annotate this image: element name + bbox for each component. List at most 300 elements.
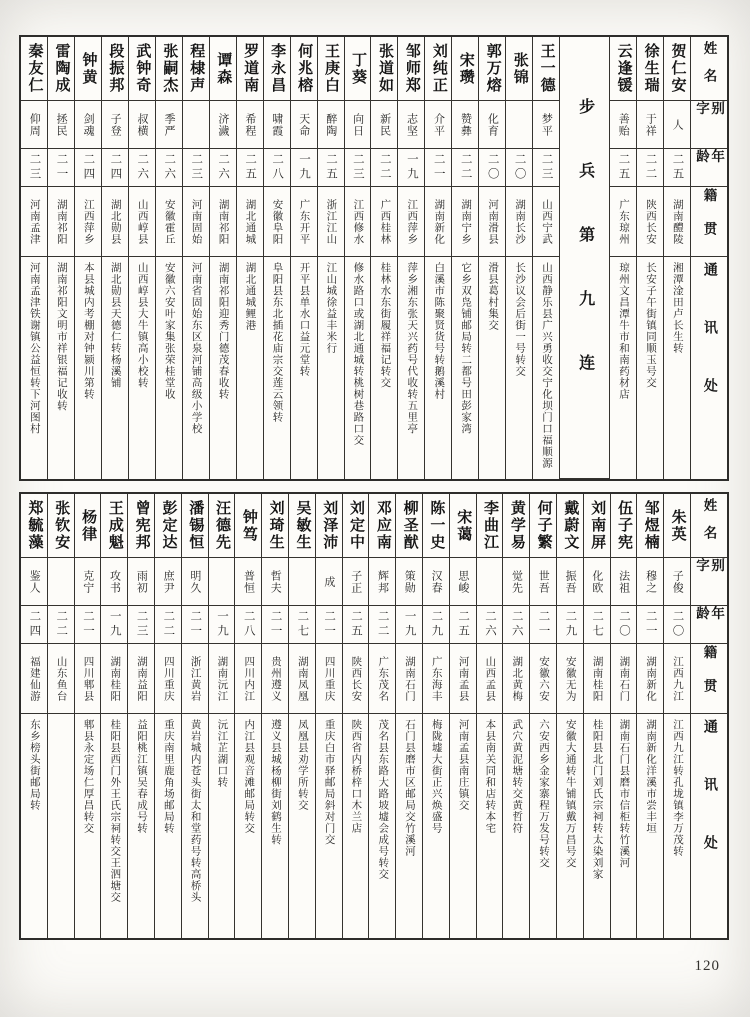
person-age-cell	[237, 149, 263, 187]
person-address-cell-text: 滑县葛村集交	[487, 262, 499, 331]
person-name-cell	[637, 494, 663, 558]
person-name-cell	[210, 37, 236, 101]
person-column	[155, 494, 182, 938]
person-age-cell	[264, 149, 290, 187]
person-origin-cell	[503, 644, 529, 714]
person-address-cell	[75, 257, 101, 479]
person-address-cell	[343, 714, 369, 938]
person-age-cell	[369, 606, 395, 644]
person-zi-cell	[503, 558, 529, 606]
person-address-cell	[637, 257, 663, 479]
person-zi-cell-text: 穆之	[644, 569, 657, 594]
person-name-cell	[21, 494, 47, 558]
person-age-cell-text: 二二	[644, 153, 657, 182]
person-address-cell-text: 湖南石门县磨市信柜转竹溪河	[618, 719, 630, 869]
person-name-cell	[102, 37, 128, 101]
person-name-cell-text: 刘纯正	[430, 43, 447, 94]
person-column	[156, 37, 183, 479]
person-name-cell-text: 徐生瑞	[642, 43, 659, 94]
person-origin-cell	[48, 644, 74, 714]
person-zi-cell	[289, 558, 315, 606]
person-origin-cell-text: 陕西长安	[644, 198, 656, 245]
person-name-cell-text: 钟笃	[240, 508, 257, 543]
person-name-cell-text: 吴敏生	[294, 500, 311, 551]
person-age-cell	[664, 149, 690, 187]
person-age-cell	[637, 149, 663, 187]
person-age-cell-text: 二一	[189, 610, 202, 639]
person-name-cell	[610, 37, 636, 101]
person-age-cell-text: 二〇	[671, 610, 684, 639]
person-name-cell-text: 戴蔚文	[562, 500, 579, 551]
person-address-cell	[316, 714, 342, 938]
person-zi-cell	[75, 558, 101, 606]
person-zi-cell-text: 化育	[486, 112, 499, 137]
person-age-cell-text: 二三	[351, 153, 364, 182]
person-name-cell	[316, 494, 342, 558]
roster-table-top	[19, 35, 729, 481]
person-zi-cell-text: 世吾	[537, 569, 550, 594]
person-address-cell-text: 湖南祁阳文明市祥银福记收转	[55, 262, 67, 412]
person-name-cell	[584, 494, 610, 558]
person-address-cell-text: 萍乡湘东张天兴药号代收转五里亭	[406, 262, 418, 435]
person-age-cell-text: 二五	[324, 153, 337, 182]
person-address-cell	[48, 714, 74, 938]
header-origin-text: 籍贯	[701, 645, 717, 712]
person-origin-cell	[396, 644, 422, 714]
person-origin-cell-text: 湖北勋县	[109, 198, 121, 245]
person-origin-cell-text: 湖南新化	[645, 655, 657, 702]
person-age-cell	[48, 149, 74, 187]
person-zi-cell	[423, 558, 449, 606]
person-zi-cell	[182, 558, 208, 606]
person-origin-cell-text: 陕西长安	[350, 655, 362, 702]
person-origin-cell-text: 安徽阜阳	[271, 198, 283, 245]
person-origin-cell	[452, 187, 478, 257]
person-column	[664, 494, 691, 938]
person-zi-cell	[664, 101, 690, 149]
person-address-cell	[637, 714, 663, 938]
person-address-cell	[398, 257, 424, 479]
person-name-cell	[235, 494, 261, 558]
person-age-cell	[183, 149, 209, 187]
person-zi-cell-text: 子俊	[671, 569, 684, 594]
person-address-cell-text: 琼州文昌潭牛市和南药材店	[617, 262, 629, 400]
person-zi-cell	[48, 558, 74, 606]
person-name-cell	[530, 494, 556, 558]
person-zi-cell-text: 济濊	[216, 112, 229, 137]
person-name-cell-text: 黄学易	[508, 500, 525, 551]
person-origin-cell-text: 四川重庆	[323, 655, 335, 702]
person-name-cell-text: 张钦安	[53, 500, 70, 551]
person-origin-cell	[129, 187, 155, 257]
person-age-cell-text: 二八	[242, 610, 255, 639]
person-origin-cell-text: 湖北通城	[244, 198, 256, 245]
person-address-cell	[21, 714, 47, 938]
person-name-cell	[156, 37, 182, 101]
person-zi-cell	[75, 101, 101, 149]
person-column	[291, 37, 318, 479]
person-column	[345, 37, 372, 479]
person-zi-cell-text: 庶尹	[162, 569, 175, 594]
person-zi-cell	[210, 101, 236, 149]
person-address-cell	[318, 257, 344, 479]
person-name-cell-text: 杨律	[80, 508, 97, 543]
person-name-cell	[369, 494, 395, 558]
person-origin-cell	[664, 187, 690, 257]
person-origin-cell-text: 湖南宁乡	[460, 198, 472, 245]
person-name-cell	[237, 37, 263, 101]
person-column	[477, 494, 504, 938]
person-zi-cell	[450, 558, 476, 606]
person-zi-cell	[21, 558, 47, 606]
person-age-cell	[479, 149, 505, 187]
person-origin-cell	[506, 187, 532, 257]
person-name-cell	[506, 37, 532, 101]
person-age-cell-text: 二一	[323, 610, 336, 639]
person-age-cell-text: 二〇	[617, 610, 630, 639]
person-age-cell	[477, 606, 503, 644]
person-column	[398, 37, 425, 479]
person-zi-cell	[664, 558, 690, 606]
person-zi-cell	[371, 101, 397, 149]
person-name-cell-text: 武钟奇	[134, 43, 151, 94]
person-age-cell	[291, 149, 317, 187]
person-zi-cell	[237, 101, 263, 149]
header-origin	[691, 644, 727, 714]
person-origin-cell-text: 湖南桂阳	[591, 655, 603, 702]
person-age-cell-text: 二三	[190, 153, 203, 182]
person-origin-cell	[155, 644, 181, 714]
person-address-cell	[129, 257, 155, 479]
person-age-cell-text: 二六	[163, 153, 176, 182]
person-origin-cell-text: 广东海丰	[430, 655, 442, 702]
person-name-cell-text: 贺仁安	[669, 43, 686, 94]
person-zi-cell	[48, 101, 74, 149]
person-origin-cell	[209, 644, 235, 714]
person-zi-cell	[102, 101, 128, 149]
person-origin-cell-text: 四川重庆	[162, 655, 174, 702]
person-name-cell	[452, 37, 478, 101]
person-address-cell-text: 湖北通城鲤港	[244, 262, 256, 331]
person-origin-cell-text: 湖南石门	[404, 655, 415, 702]
person-origin-cell-text: 四川郫县	[82, 655, 94, 702]
person-origin-cell-text: 河南孟津	[28, 198, 40, 245]
person-address-cell	[345, 257, 371, 479]
person-column	[318, 37, 345, 479]
person-address-cell-text: 河南省固始东区泉河铺高级小学校	[190, 262, 202, 435]
person-zi-cell-text: 啸霞	[270, 112, 283, 137]
person-name-cell	[48, 494, 74, 558]
person-column	[637, 37, 664, 479]
header-address	[691, 257, 727, 479]
person-column	[289, 494, 316, 938]
roster-table-bottom	[19, 492, 729, 940]
person-zi-cell	[477, 558, 503, 606]
person-column	[369, 494, 396, 938]
person-name-cell	[425, 37, 451, 101]
person-origin-cell	[210, 187, 236, 257]
person-age-cell	[506, 149, 532, 187]
person-address-cell	[183, 257, 209, 479]
person-origin-cell-text: 广东开平	[298, 198, 310, 245]
person-column	[611, 494, 638, 938]
person-address-cell-text: 重庆南里鹿角场邮局转	[162, 719, 174, 834]
person-origin-cell-text: 湖南新化	[433, 198, 445, 245]
person-origin-cell	[237, 187, 263, 257]
person-address-cell-text: 本县城内考棚对钟颍川第转	[82, 262, 94, 400]
person-zi-cell	[611, 558, 637, 606]
person-age-cell	[102, 149, 128, 187]
person-name-cell-text: 程棣声	[188, 43, 205, 94]
person-zi-cell-text: 天命	[297, 112, 310, 137]
person-age-cell-text: 二二	[55, 610, 68, 639]
person-age-cell-text: 二六	[136, 153, 149, 182]
person-name-cell-text: 伍子宪	[616, 500, 632, 551]
person-age-cell-text: 二四	[82, 153, 95, 182]
person-zi-cell-text: 子登	[109, 112, 122, 137]
person-zi-cell-text: 汉春	[430, 569, 443, 594]
person-origin-cell-text: 广东茂名	[377, 655, 389, 702]
person-origin-cell	[479, 187, 505, 257]
person-zi-cell-text: 梦平	[540, 112, 553, 137]
person-address-cell-text: 山西静乐县广兴勇收交宁化坝门口福顺源	[541, 262, 553, 469]
person-address-cell	[262, 714, 288, 938]
person-zi-cell-text: 季严	[162, 112, 175, 137]
person-address-cell	[503, 714, 529, 938]
person-address-cell-text: 石门县磨市区邮局交竹溪河	[404, 719, 415, 857]
person-origin-cell	[610, 187, 636, 257]
person-zi-cell-text: 法祖	[617, 569, 630, 594]
person-address-cell-text: 陕西省内桥梓口木兰店	[350, 719, 362, 834]
person-column	[533, 37, 560, 479]
person-age-cell-text: 二一	[537, 610, 550, 639]
person-origin-cell-text: 安徽六安	[537, 655, 549, 702]
person-origin-cell	[345, 187, 371, 257]
person-origin-cell	[664, 644, 690, 714]
person-name-cell-text: 张锦	[511, 51, 528, 86]
header-address-text: 通讯处	[701, 262, 717, 436]
person-address-cell	[477, 714, 503, 938]
person-column	[237, 37, 264, 479]
person-origin-cell	[316, 644, 342, 714]
person-address-cell-text: 凤凰县劝学所转交	[296, 719, 308, 811]
person-zi-cell	[183, 101, 209, 149]
person-origin-cell	[557, 644, 583, 714]
person-address-cell	[264, 257, 290, 479]
person-column	[423, 494, 450, 938]
person-name-cell	[291, 37, 317, 101]
person-age-cell-text: 一九	[405, 153, 418, 182]
person-origin-cell-text: 浙江江山	[325, 198, 337, 245]
person-name-cell-text: 王成魁	[106, 500, 123, 551]
person-address-cell	[396, 714, 422, 938]
person-address-cell-text: 黄岩城内苍头街太和堂药号转高桥头	[189, 719, 201, 903]
person-address-cell	[452, 257, 478, 479]
person-age-cell	[155, 606, 181, 644]
person-address-cell-text: 梅陇墟大街正兴焕盛号	[430, 719, 442, 834]
person-age-cell-text: 二七	[591, 610, 604, 639]
person-address-cell-text: 沅江芷湖口转	[216, 719, 228, 788]
person-age-cell	[316, 606, 342, 644]
person-origin-cell-text: 湖南长沙	[514, 198, 526, 245]
person-address-cell	[610, 257, 636, 479]
person-age-cell	[289, 606, 315, 644]
person-age-cell	[21, 149, 47, 187]
person-age-cell	[530, 606, 556, 644]
person-age-cell	[343, 606, 369, 644]
person-zi-cell-text: 仰周	[28, 112, 41, 137]
person-address-cell	[21, 257, 47, 479]
person-age-cell-text: 二二	[459, 153, 472, 182]
person-age-cell	[450, 606, 476, 644]
person-origin-cell-text: 湖南凤凰	[296, 655, 308, 702]
person-origin-cell-text: 湖南益阳	[136, 655, 148, 702]
person-name-cell-text: 王庚白	[323, 43, 340, 94]
person-origin-cell	[291, 187, 317, 257]
person-age-cell-text: 二二	[376, 610, 389, 639]
person-zi-cell-text: 攻书	[108, 569, 121, 594]
person-name-cell	[129, 37, 155, 101]
person-zi-cell-text: 醉陶	[324, 112, 337, 137]
person-name-cell-text: 曾宪邦	[133, 500, 150, 551]
person-origin-cell	[423, 644, 449, 714]
person-origin-cell	[75, 187, 101, 257]
person-address-cell	[128, 714, 154, 938]
person-origin-cell-text: 江西修水	[352, 198, 364, 245]
person-origin-cell-text: 河南固始	[190, 198, 202, 245]
person-origin-cell-text: 湖南祁阳	[217, 198, 229, 245]
person-zi-cell	[264, 101, 290, 149]
header-age-text: 年龄	[694, 149, 725, 169]
person-column	[637, 494, 664, 938]
person-zi-cell	[101, 558, 127, 606]
person-name-cell-text: 谭森	[215, 51, 232, 86]
person-age-cell-text: 一九	[108, 610, 121, 639]
person-column	[371, 37, 398, 479]
person-address-cell	[557, 714, 583, 938]
person-zi-cell-text: 善贻	[617, 112, 630, 137]
person-column	[343, 494, 370, 938]
person-address-cell-text: 白溪市陈聚贤货号转鹅溪村	[433, 262, 445, 400]
person-address-cell-text: 江山城徐益丰米行	[325, 262, 337, 354]
person-name-cell	[318, 37, 344, 101]
person-zi-cell-text: 雨初	[135, 569, 148, 594]
unit-label-text: 步兵第九连	[576, 97, 594, 418]
person-name-cell-text: 潘锡恒	[187, 500, 204, 551]
person-address-cell-text: 修水路口或湖北通城转桃树巷路口交	[352, 262, 364, 446]
person-zi-cell-text: 介平	[432, 112, 445, 137]
person-origin-cell	[21, 187, 47, 257]
person-origin-cell-text: 安徽无为	[564, 655, 576, 702]
person-age-cell-text: 二一	[644, 610, 657, 639]
person-address-cell-text: 它乡双凫铺邮局转二都号田彭家湾	[460, 262, 472, 435]
person-name-cell	[182, 494, 208, 558]
person-age-cell-text: 二五	[457, 610, 470, 639]
person-origin-cell	[343, 644, 369, 714]
person-origin-cell-text: 山西宁武	[541, 198, 553, 245]
person-address-cell-text: 湖南新化洋溪市尝丰垣	[645, 719, 657, 834]
person-name-cell	[262, 494, 288, 558]
person-column	[316, 494, 343, 938]
person-address-cell	[210, 257, 236, 479]
person-address-cell-text: 本县南关同和店转本宅	[484, 719, 496, 834]
person-age-cell-text: 二三	[540, 153, 553, 182]
person-column	[530, 494, 557, 938]
person-origin-cell	[611, 644, 637, 714]
person-origin-cell-text: 广东琼州	[617, 198, 629, 245]
person-name-cell-text: 宋瓒	[457, 51, 474, 86]
person-address-cell-text: 益阳桃江镇吴春成号转	[136, 719, 148, 834]
person-column	[182, 494, 209, 938]
person-zi-cell	[235, 558, 261, 606]
person-name-cell-text: 朱英	[669, 508, 686, 543]
person-zi-cell-text: 新民	[378, 112, 391, 137]
person-name-cell-text: 云逢锾	[615, 43, 632, 94]
person-address-cell	[425, 257, 451, 479]
person-address-cell	[209, 714, 235, 938]
person-age-cell	[637, 606, 663, 644]
person-name-cell	[343, 494, 369, 558]
person-column	[425, 37, 452, 479]
person-age-cell-text: 二五	[617, 153, 630, 182]
person-address-cell	[237, 257, 263, 479]
person-origin-cell	[102, 187, 128, 257]
person-origin-cell-text: 江西萍乡	[82, 198, 94, 245]
person-column	[664, 37, 691, 479]
person-origin-cell-text: 湖南桂阳	[109, 655, 121, 702]
person-zi-cell-text: 剑魂	[82, 112, 95, 137]
person-origin-cell-text: 山西崞县	[136, 198, 148, 245]
person-name-cell-text: 雷陶成	[53, 43, 70, 94]
person-name-cell-text: 刘泽沛	[321, 500, 338, 551]
person-origin-cell	[398, 187, 424, 257]
person-address-cell	[101, 714, 127, 938]
person-zi-cell-text: 拯民	[55, 112, 68, 137]
person-name-cell	[533, 37, 559, 101]
person-address-cell	[371, 257, 397, 479]
person-column	[183, 37, 210, 479]
person-name-cell-text: 刘南屏	[589, 500, 606, 551]
person-origin-cell	[318, 187, 344, 257]
person-age-cell	[182, 606, 208, 644]
person-zi-cell-text: 明久	[188, 569, 201, 594]
person-age-cell	[129, 149, 155, 187]
person-age-cell-text: 二七	[296, 610, 309, 639]
person-zi-cell-text: 志坚	[405, 112, 418, 137]
person-address-cell	[235, 714, 261, 938]
person-name-cell	[183, 37, 209, 101]
person-age-cell-text: 二一	[55, 153, 68, 182]
header-name-text: 姓名	[701, 498, 717, 553]
person-age-cell-text: 二三	[135, 610, 148, 639]
person-column	[102, 37, 129, 479]
person-age-cell	[156, 149, 182, 187]
person-zi-cell	[128, 558, 154, 606]
person-age-cell	[75, 606, 101, 644]
person-origin-cell	[425, 187, 451, 257]
person-column	[210, 37, 237, 479]
person-name-cell-text: 张道如	[376, 43, 393, 94]
person-origin-cell	[450, 644, 476, 714]
person-name-cell-text: 汪德先	[214, 500, 231, 551]
person-name-cell-text: 刘定中	[348, 500, 365, 551]
person-age-cell-text: 二一	[432, 153, 445, 182]
person-address-cell-text: 江西九江转孔垅镇李万茂转	[671, 719, 683, 857]
person-zi-cell	[479, 101, 505, 149]
person-address-cell-text: 遵义县城杨柳街刘鹤生转	[270, 719, 282, 846]
person-origin-cell-text: 湖南醴陵	[671, 198, 683, 245]
person-origin-cell-text: 湖南石门	[618, 655, 630, 702]
